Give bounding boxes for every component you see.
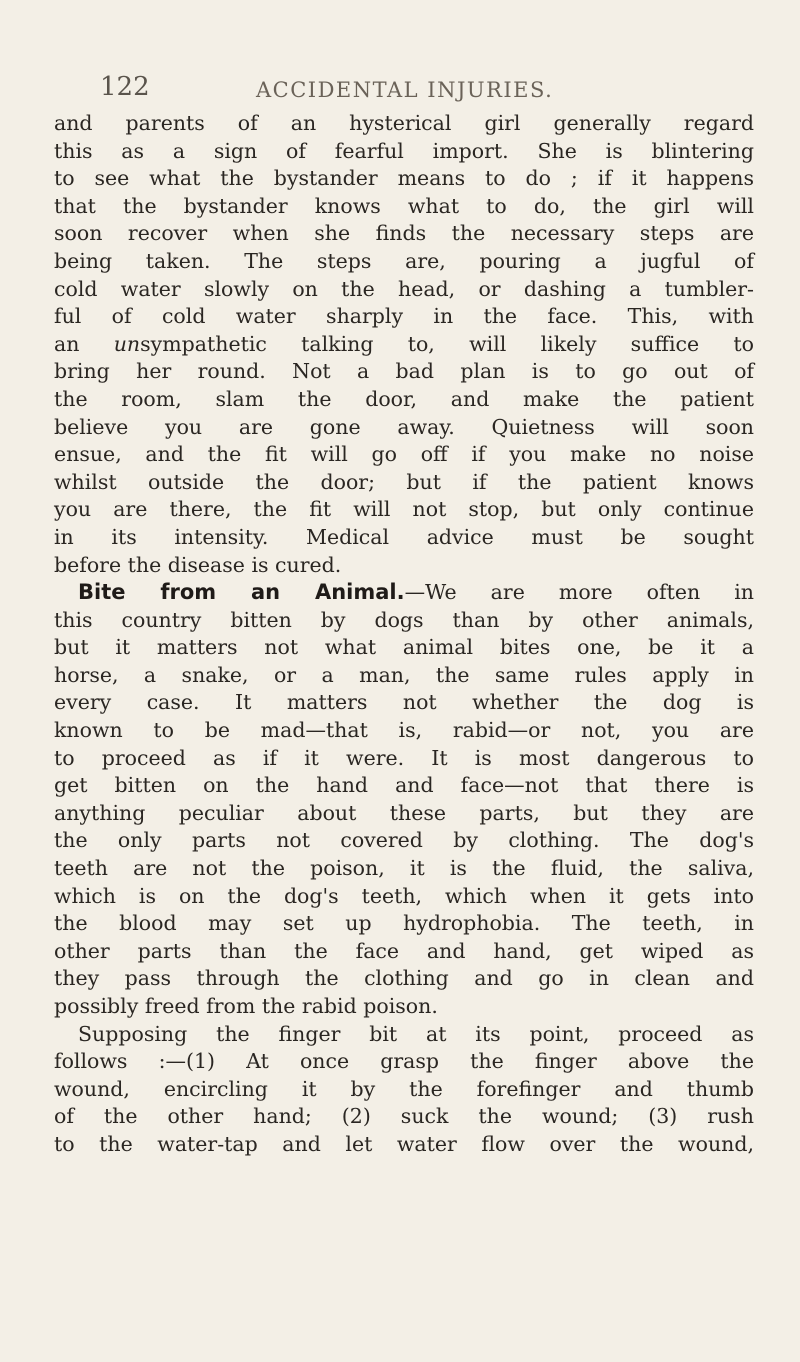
text-line: this as a sign of fearful import. She is blintering xyxy=(54,138,754,163)
text-line: to see what the bystander means to do ; if it happens xyxy=(54,166,754,191)
text-line: other parts than the face and hand, get wiped as xyxy=(54,938,754,963)
text-line: teeth are not the poison, it is the fluid, the saliva, xyxy=(54,856,754,881)
text-line: anything peculiar about these parts, but they are xyxy=(54,800,754,825)
text-line: being taken. The steps are, pouring a jugful of xyxy=(54,248,754,273)
text-line: cold water slowly on the head, or dashing a tumbler- xyxy=(54,276,754,301)
text-line: horse, a snake, or a man, the same rules apply in xyxy=(54,662,754,687)
line-prefix: an xyxy=(54,331,80,356)
text-line: in its intensity. Medical advice must be sought xyxy=(54,524,754,549)
text-line: which is on the dog's teeth, which when it gets into xyxy=(54,883,754,908)
section-lead: —We are more often in xyxy=(404,580,754,605)
text-line: wound, encircling it by the forefinger and thumb xyxy=(54,1076,754,1101)
running-head xyxy=(100,72,752,106)
text-line: whilst outside the door; but if the patient knows xyxy=(54,469,754,494)
text-line: and parents of an hysterical girl generally regard xyxy=(54,111,754,135)
text-line: follows :—(1) At once grasp the finger above the xyxy=(54,1049,754,1074)
text-line: the room, slam the door, and make the patient xyxy=(54,386,754,411)
text-line: ful of cold water sharply in the face. This, with xyxy=(54,304,754,329)
text-line: you are there, the fit will not stop, but only continue xyxy=(54,497,754,522)
body-text xyxy=(54,110,754,1159)
text-line: believe you are gone away. Quietness will soon xyxy=(54,414,754,439)
line-rest: sympathetic talking to, will likely suffice to xyxy=(140,331,754,356)
text-line: get bitten on the hand and face—not that there is xyxy=(54,773,754,798)
text-line: Supposing the finger bit at its point, proceed as xyxy=(78,1021,754,1046)
text-line: of the other hand; (2) suck the wound; (3) rush xyxy=(54,1104,754,1129)
text-line: to the water-tap and let water flow over the wound, xyxy=(54,1131,754,1156)
text-line: but it matters not what animal bites one, be it a xyxy=(54,635,754,660)
section-heading-line xyxy=(54,579,754,607)
text-line: soon recover when she finds the necessary steps are xyxy=(54,221,754,246)
running-title: ACCIDENTAL INJURIES. xyxy=(256,78,554,102)
text-line: known to be mad—that is, rabid—or not, you are xyxy=(54,718,754,743)
text-line: ensue, and the fit will go off if you make no noise xyxy=(54,442,754,467)
text-line: before the disease is cured. xyxy=(54,552,342,577)
section-heading: Bite from an Animal. xyxy=(78,580,405,605)
text-line: every case. It matters not whether the dog is xyxy=(54,690,754,715)
text-line: the blood may set up hydrophobia. The teeth, in xyxy=(54,911,754,936)
text-line: to proceed as if it were. It is most dangerous to xyxy=(54,745,754,770)
text-line: bring her round. Not a bad plan is to go out of xyxy=(54,359,754,384)
text-line: they pass through the clothing and go in clean and xyxy=(54,966,754,991)
text-line: this country bitten by dogs than by other animals, xyxy=(54,607,754,632)
emphasis: un xyxy=(113,331,141,356)
text-line: the only parts not covered by clothing. The dog's xyxy=(54,828,754,853)
page-number: 122 xyxy=(100,72,150,102)
text-line: that the bystander knows what to do, the girl will xyxy=(54,193,754,218)
text-line xyxy=(54,331,754,359)
text-line: possibly freed from the rabid poison. xyxy=(54,994,438,1018)
